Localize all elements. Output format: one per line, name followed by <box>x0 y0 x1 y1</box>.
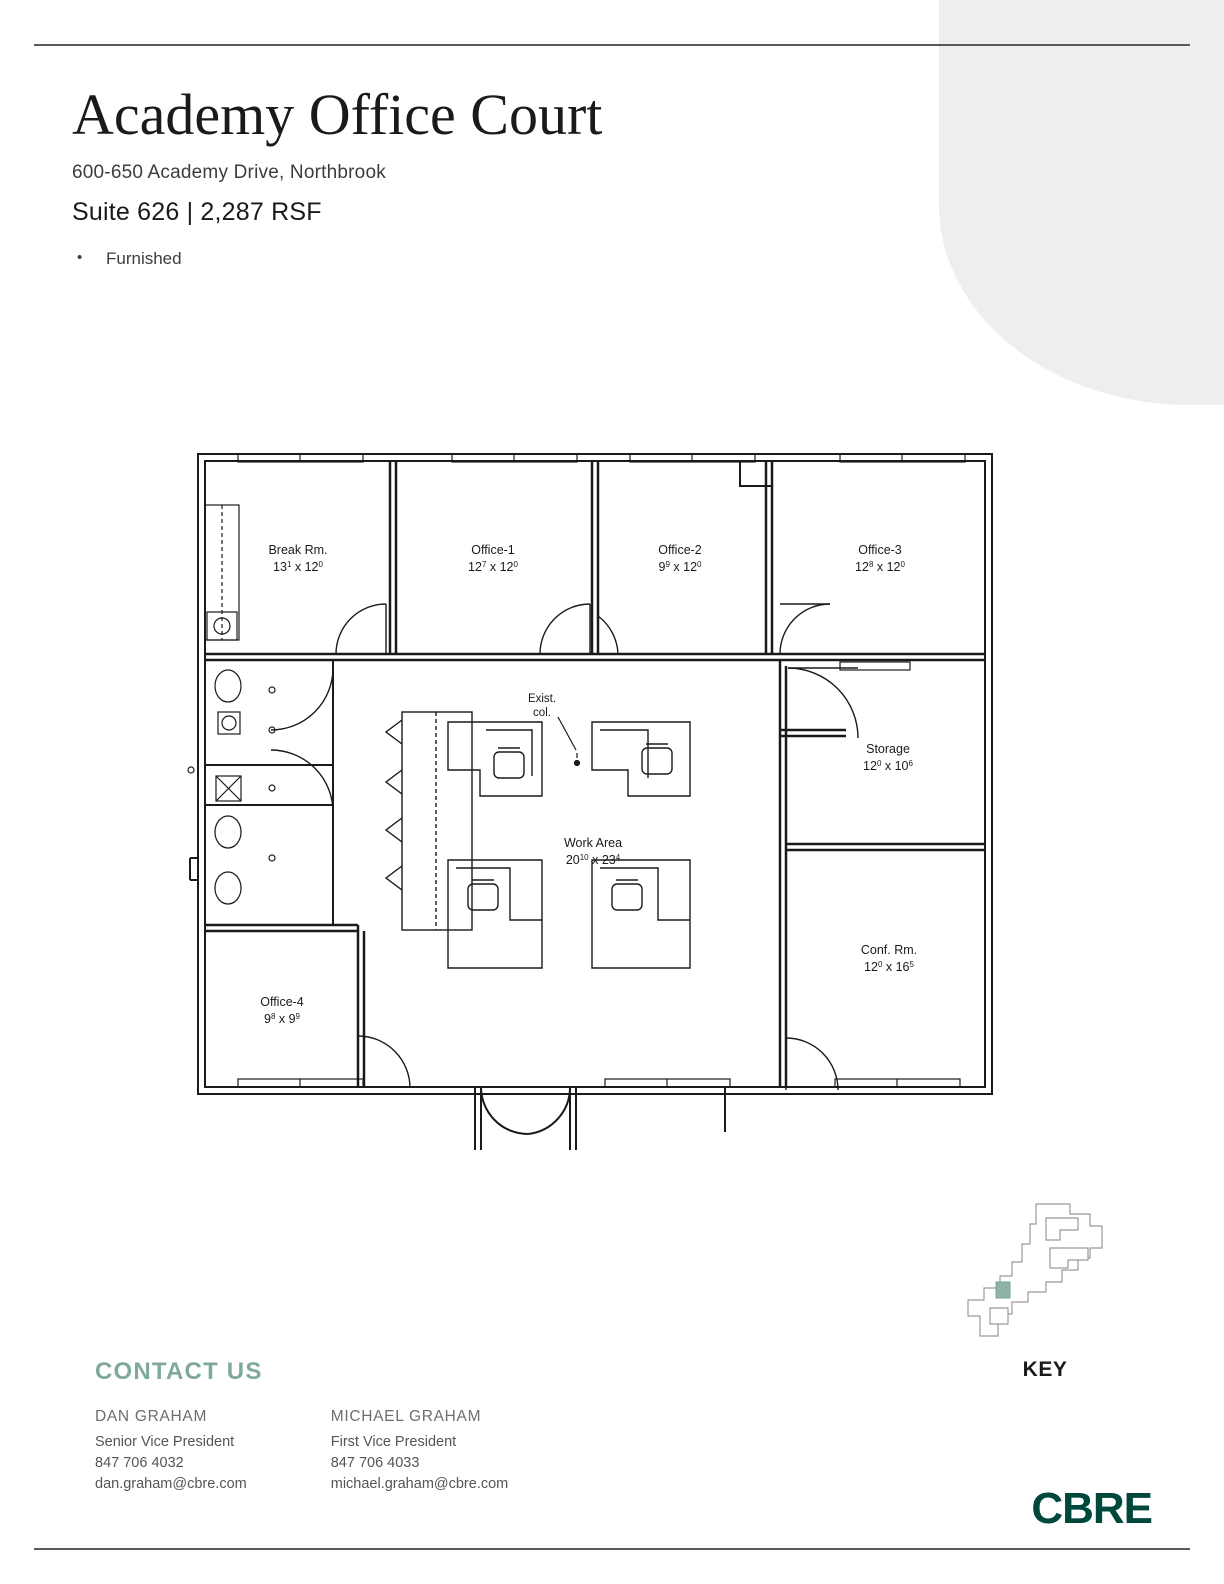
contact-title: Senior Vice President <box>95 1434 235 1450</box>
header-divider <box>34 44 1190 46</box>
decorative-corner-shape <box>939 0 1224 405</box>
list-item: • Furnished <box>72 247 602 271</box>
contact-phone[interactable]: 847 706 4032 <box>95 1455 184 1471</box>
contact-name: DAN GRAHAM <box>95 1408 208 1425</box>
contact-email[interactable]: michael.graham@cbre.com <box>330 1476 509 1492</box>
svg-text:120 x 165: $12^0$ x $16^5$ <box>864 960 914 974</box>
suite-size: Suite 626 | 2,287 RSF <box>72 198 322 226</box>
document-header <box>72 82 602 271</box>
svg-text:Office-4: Office-4 <box>260 995 304 1009</box>
svg-text:Office-1: Office-1 <box>471 543 515 557</box>
feature-list <box>72 247 602 271</box>
contact-phone[interactable]: 847 706 4033 <box>330 1455 420 1471</box>
svg-text:Work Area: Work Area <box>563 836 623 850</box>
room-label: Break Rm. <box>268 543 328 557</box>
contact-heading: CONTACT US <box>95 1358 263 1385</box>
svg-text:131 x 120: $13^1$ x $12^0$ <box>273 560 323 574</box>
contact-card <box>95 1408 247 1495</box>
contact-title: First Vice President <box>330 1434 457 1450</box>
key-label: KEY <box>1022 1358 1068 1381</box>
svg-text:120 x 106: $12^0$ x $10^6$ <box>863 759 913 773</box>
footer-divider <box>34 1548 1190 1550</box>
key-map <box>950 1196 1140 1386</box>
floor-plan-drawing <box>180 440 1010 1170</box>
svg-text:Office-3: Office-3 <box>858 543 902 557</box>
svg-text:2010 x 234: $20^{10}$ x $23^4$ <box>565 853 621 867</box>
contact-card <box>331 1408 509 1495</box>
svg-text:Exist.: Exist. <box>527 693 557 705</box>
page-title: Academy Office Court <box>72 82 603 147</box>
svg-text:col.: col. <box>533 707 551 719</box>
property-address: 600-650 Academy Drive, Northbrook <box>72 162 386 183</box>
contact-email[interactable]: dan.graham@cbre.com <box>95 1476 247 1492</box>
svg-text:Office-2: Office-2 <box>658 543 702 557</box>
contact-section <box>95 1358 508 1495</box>
cbre-logo: CBRE <box>1031 1484 1152 1533</box>
contact-name: MICHAEL GRAHAM <box>330 1408 482 1425</box>
svg-text:Storage: Storage <box>866 742 910 756</box>
svg-text:98 x 99: $9^8$ x $9^9$ <box>263 1012 301 1026</box>
svg-text:128 x 120: $12^8$ x $12^0$ <box>855 560 905 574</box>
svg-text:127 x 120: $12^7$ x $12^0$ <box>468 560 518 574</box>
svg-text:Conf. Rm.: Conf. Rm. <box>860 943 918 957</box>
svg-text:99 x 120: $9^9$ x $12^0$ <box>658 560 702 574</box>
